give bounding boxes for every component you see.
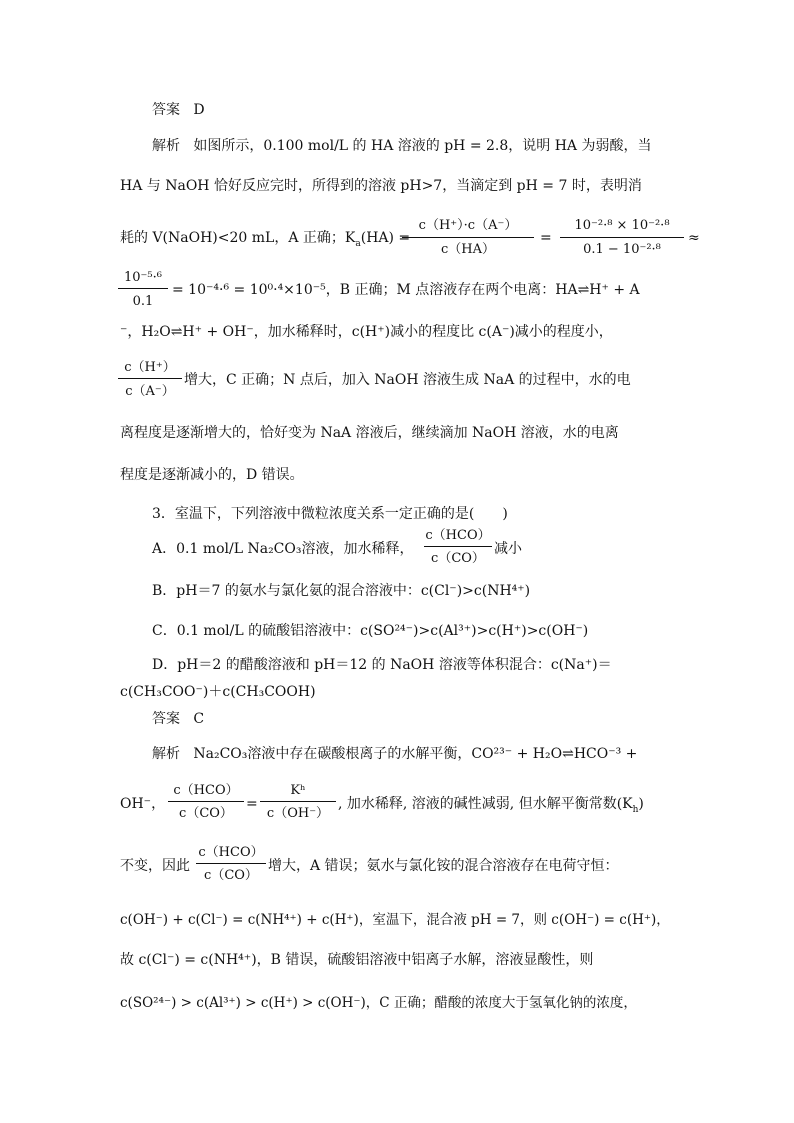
analysis2-line-1 [152,745,637,763]
analysis2-line-6: c(SO²⁴⁻) > c(Al³⁺) > c(H⁺) > c(OH⁻)，C 正确；醋酸的浓度大于氢氧化钠的浓度， [120,995,637,1011]
analysis2-text-2: , 加水稀释, 溶液的碱性减弱, 但水解平衡常数(K [338,796,633,812]
fraction-4-numerator: c（H⁺） [124,360,176,375]
question-3-stem: 3．室温下，下列溶液中微粒浓度关系一定正确的是( ) [152,506,508,522]
option-d-line-2: c(CH₃COO⁻)＋c(CH₃COOH) [120,684,316,700]
analysis2-line-2-suffix [338,795,644,813]
analysis1-text-1: 如图所示，0.100 mol/L 的 HA 溶液的 pH = 2.8，说明 HA 为弱酸，当 [193,138,652,154]
analysis2-line-3-suffix: 增大，A 错误；氨水与氯化铵的混合溶液存在电荷守恒： [268,858,619,874]
option-a-text: A．0.1 mol/L Na₂CO₃溶液，加水稀释， [152,541,414,557]
fraction-6-numerator: Kʰ [290,783,306,798]
analysis1-text-3a: 耗的 V(NaOH)<20 mL，A 正确；K [120,230,356,246]
option-a-bar [424,546,492,547]
fraction-5-bar [168,801,244,802]
answer-line-2 [152,710,204,728]
option-a-denominator: c（CO） [431,551,485,566]
analysis1-line-8: 程度是逐渐减小的，D 错误。 [120,467,304,483]
fraction-3-bar [118,288,168,289]
analysis2-line-3-prefix: 不变，因此 [120,858,190,874]
kh-subscript: h [632,804,639,815]
fraction-7-bar [196,863,266,864]
option-b: B．pH＝7 的氨水与氯化氨的混合溶液中：c(Cl⁻)>c(NH⁴⁺) [152,583,531,599]
fraction-7-numerator: c（HCO） [198,845,264,860]
analysis1-line-2: HA 与 NaOH 恰好反应完时，所得到的溶液 pH>7，当滴定到 pH = 7 时，表明消 [120,178,642,194]
answer-label: 答案 [152,102,180,118]
answer-label: 答案 [152,711,180,727]
fraction-4-bar [118,378,182,379]
fraction-6-bar [260,801,336,802]
fraction-7-denominator: c（CO） [204,868,258,883]
analysis2-line-5: 故 c(Cl⁻) = c(NH⁴⁺)，B 错误，硫酸铝溶液中铝离子水解，溶液显酸性，则 [120,952,594,968]
analysis1-line-4: = 10⁻⁴·⁶ = 10⁰·⁴×10⁻⁵，B 正确；M 点溶液存在两个电离：HA⇌H⁺ + A [172,282,640,298]
option-d-line-1: D．pH＝2 的醋酸溶液和 pH＝12 的 NaOH 溶液等体积混合：c(Na⁺)＝ [152,657,612,673]
fraction-1-denominator: c（HA） [440,242,495,257]
analysis-label: 解析 [152,746,180,762]
option-a [152,540,413,558]
analysis2-text-1: Na₂CO₃溶液中存在碳酸根离子的水解平衡，CO²³⁻ + H₂O⇌HCO⁻³ + [193,746,638,762]
analysis1-line-1 [152,137,652,155]
analysis1-line-3 [120,229,410,247]
equals-sign-2: = [246,796,258,812]
fraction-1-bar [402,237,534,238]
analysis1-line-6: 增大，C 正确；N 点后，加入 NaOH 溶液生成 NaA 的过程中，水的电 [184,372,631,388]
fraction-4-denominator: c（A⁻） [125,384,175,399]
answer-value: C [193,711,205,727]
answer-line-1 [152,101,205,119]
approx-sign: ≈ [688,230,700,246]
fraction-2-denominator: 0.1 − 10⁻²·⁸ [583,242,661,257]
analysis-label: 解析 [152,138,180,154]
answer-value: D [193,102,205,118]
fraction-3-denominator: 0.1 [132,294,154,309]
analysis2-text-2-end: ) [638,796,644,812]
analysis2-line-2-prefix: OH⁻， [120,796,166,812]
option-c: C．0.1 mol/L 的硫酸铝溶液中：c(SO²⁴⁻)>c(Al³⁺)>c(H⁺)>c(OH⁻) [152,623,589,639]
fraction-6-denominator: c（OH⁻） [266,806,330,821]
fraction-1-numerator: c（H⁺）·c（A⁻） [418,218,518,233]
fraction-2-bar [560,237,684,238]
analysis2-line-4: c(OH⁻) + c(Cl⁻) = c(NH⁴⁺) + c(H⁺)，室温下，混合液 pH = 7，则 c(OH⁻) = c(H⁺)， [120,912,670,928]
equals-sign: = [540,230,552,246]
fraction-2-numerator: 10⁻²·⁸ × 10⁻²·⁸ [574,218,670,233]
fraction-3-numerator: 10⁻⁵·⁶ [124,270,162,285]
ka-subscript: a [355,238,361,249]
fraction-5-denominator: c（CO） [179,806,233,821]
analysis1-line-5: ⁻，H₂O⇌H⁺ + OH⁻，加水稀释时，c(H⁺)减小的程度比 c(A⁻)减小的程度小， [120,324,613,340]
option-a-numerator: c（HCO） [425,528,491,543]
analysis1-text-3c: (HA) = [360,230,411,246]
option-a-suffix: 减小 [494,541,522,557]
fraction-5-numerator: c（HCO） [173,783,239,798]
analysis1-line-7: 离程度是逐渐增大的，恰好变为 NaA 溶液后，继续滴加 NaOH 溶液，水的电离 [120,425,619,441]
